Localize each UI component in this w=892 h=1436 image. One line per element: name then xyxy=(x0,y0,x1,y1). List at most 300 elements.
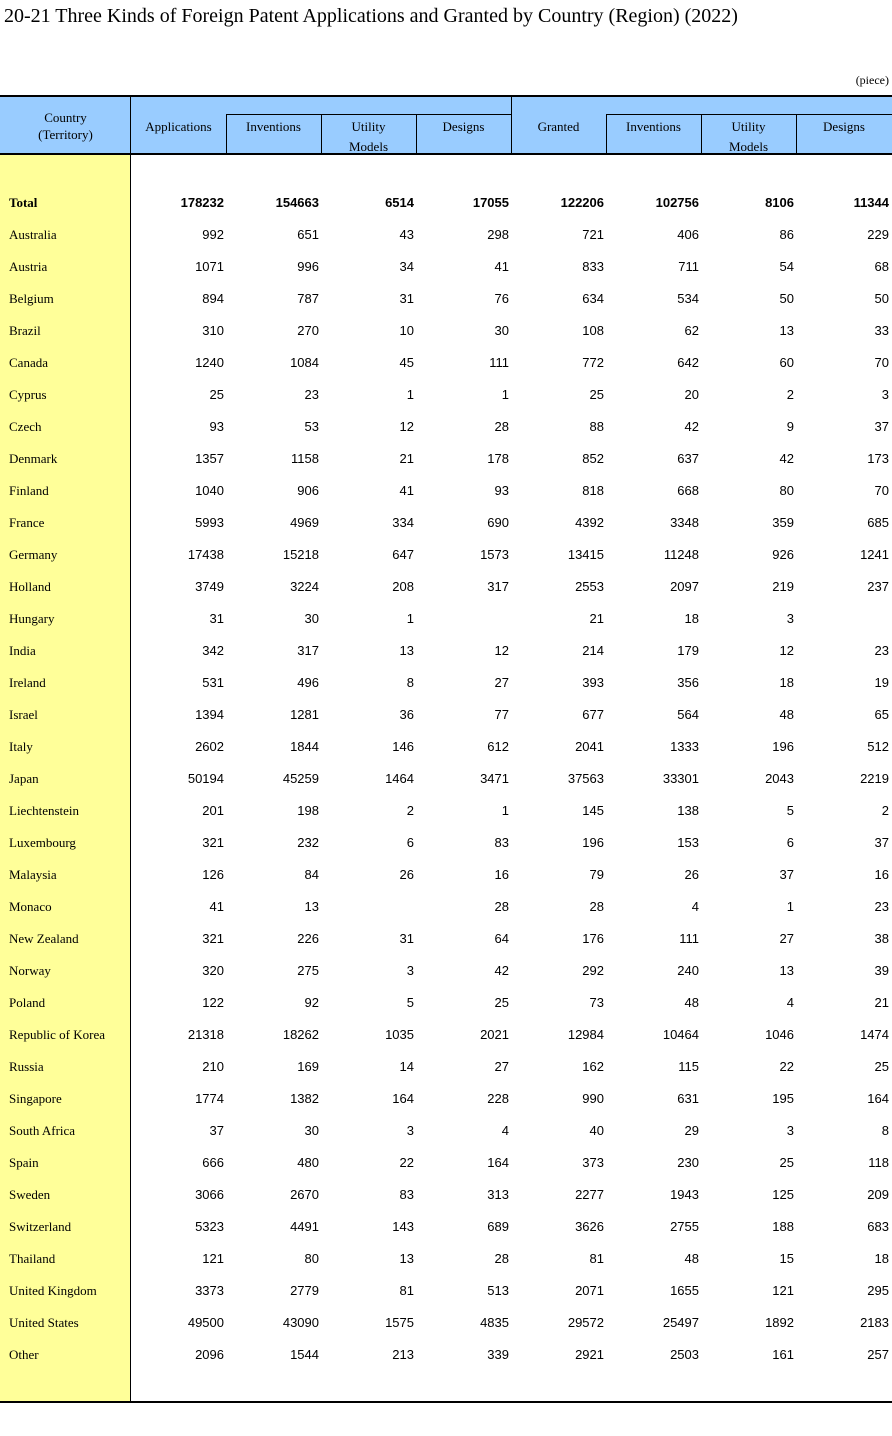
table-row xyxy=(0,699,892,731)
cell-gr-utility: 22 xyxy=(779,1059,794,1074)
table-row xyxy=(0,539,892,571)
cell-app-utility: 5 xyxy=(406,995,414,1010)
cell-gr-designs: 2 xyxy=(881,803,889,818)
cell-gr-inventions: 642 xyxy=(677,355,699,370)
table-row xyxy=(0,571,892,603)
cell-applications: 50194 xyxy=(187,771,224,786)
cell-gr-utility: 48 xyxy=(779,707,794,722)
cell-app-inventions: 906 xyxy=(297,483,319,498)
country-name: Luxembourg xyxy=(9,835,76,850)
cell-app-inventions: 30 xyxy=(304,611,319,626)
cell-applications: 93 xyxy=(209,419,224,434)
cell-applications: 210 xyxy=(202,1059,224,1074)
cell-granted: 634 xyxy=(582,291,604,306)
cell-gr-utility: 2043 xyxy=(765,771,794,786)
cell-gr-designs: 18 xyxy=(874,1251,889,1266)
cell-app-designs: 16 xyxy=(494,867,509,882)
cell-granted: 196 xyxy=(582,835,604,850)
cell-app-utility: 334 xyxy=(392,515,414,530)
cell-gr-designs: 19 xyxy=(874,675,889,690)
cell-gr-inventions: 668 xyxy=(677,483,699,498)
cell-app-designs: 42 xyxy=(494,963,509,978)
cell-app-inventions: 2670 xyxy=(290,1187,319,1202)
cell-gr-utility: 60 xyxy=(779,355,794,370)
cell-app-utility: 31 xyxy=(399,291,414,306)
cell-app-designs: 1 xyxy=(501,803,509,818)
country-name: Brazil xyxy=(9,323,41,338)
cell-app-designs: 83 xyxy=(494,835,509,850)
cell-applications: 5993 xyxy=(195,515,224,530)
cell-gr-designs: 257 xyxy=(867,1347,889,1362)
cell-app-designs: 28 xyxy=(494,1251,509,1266)
header-gr-utility-label: Utility Models xyxy=(729,119,768,154)
header-divider xyxy=(416,114,417,155)
cell-gr-inventions: 33301 xyxy=(662,771,699,786)
cell-app-designs: 25 xyxy=(494,995,509,1010)
cell-applications: 31 xyxy=(209,611,224,626)
cell-gr-designs: 685 xyxy=(867,515,889,530)
cell-granted: 40 xyxy=(589,1123,604,1138)
cell-gr-utility: 18 xyxy=(779,675,794,690)
cell-app-designs: 313 xyxy=(487,1187,509,1202)
country-name: Liechtenstein xyxy=(9,803,80,818)
cell-gr-designs: 683 xyxy=(867,1219,889,1234)
cell-gr-utility: 4 xyxy=(786,995,794,1010)
country-name: Japan xyxy=(9,771,39,786)
cell-gr-utility: 1 xyxy=(786,899,794,914)
cell-app-inventions: 154663 xyxy=(275,195,319,210)
cell-app-inventions: 43090 xyxy=(282,1315,319,1330)
cell-app-designs: 12 xyxy=(494,643,509,658)
country-name: Czech xyxy=(9,419,42,434)
cell-granted: 4392 xyxy=(575,515,604,530)
header-app-inventions-label: Inventions xyxy=(246,119,301,134)
cell-gr-designs: 3 xyxy=(881,387,889,402)
cell-gr-inventions: 631 xyxy=(677,1091,699,1106)
cell-applications: 992 xyxy=(202,227,224,242)
cell-app-utility: 22 xyxy=(399,1155,414,1170)
cell-applications: 321 xyxy=(202,835,224,850)
cell-gr-inventions: 564 xyxy=(677,707,699,722)
cell-applications: 3066 xyxy=(195,1187,224,1202)
country-name: Republic of Korea xyxy=(9,1027,106,1042)
cell-gr-designs: 1474 xyxy=(860,1027,889,1042)
cell-app-utility: 2 xyxy=(406,803,414,818)
header-country-label: Country (Territory) xyxy=(38,110,93,142)
cell-app-utility: 81 xyxy=(399,1283,414,1298)
cell-gr-designs: 70 xyxy=(874,355,889,370)
cell-granted: 79 xyxy=(589,867,604,882)
cell-app-utility: 1 xyxy=(406,611,414,626)
cell-gr-utility: 1892 xyxy=(765,1315,794,1330)
cell-gr-inventions: 2097 xyxy=(670,579,699,594)
cell-gr-designs: 8 xyxy=(881,1123,889,1138)
table-row xyxy=(0,955,892,987)
header-gr-designs xyxy=(796,117,892,173)
cell-granted: 81 xyxy=(589,1251,604,1266)
cell-applications: 310 xyxy=(202,323,224,338)
cell-app-utility: 36 xyxy=(399,707,414,722)
cell-app-designs: 76 xyxy=(494,291,509,306)
table-row xyxy=(0,1275,892,1307)
data-table xyxy=(0,95,892,1403)
cell-app-designs: 64 xyxy=(494,931,509,946)
table-row xyxy=(0,1307,892,1339)
table-row xyxy=(0,763,892,795)
cell-gr-designs: 209 xyxy=(867,1187,889,1202)
cell-app-inventions: 30 xyxy=(304,1123,319,1138)
cell-granted: 37563 xyxy=(567,771,604,786)
cell-gr-utility: 86 xyxy=(779,227,794,242)
header-divider xyxy=(796,114,797,155)
cell-app-inventions: 23 xyxy=(304,387,319,402)
cell-granted: 88 xyxy=(589,419,604,434)
cell-app-designs: 164 xyxy=(487,1155,509,1170)
country-name: Ireland xyxy=(9,675,46,690)
header-app-designs xyxy=(416,117,511,173)
cell-app-inventions: 169 xyxy=(297,1059,319,1074)
country-name: Spain xyxy=(9,1155,39,1170)
cell-app-designs: 111 xyxy=(489,355,509,370)
cell-gr-designs: 65 xyxy=(874,707,889,722)
cell-app-utility: 6 xyxy=(406,835,414,850)
table-row xyxy=(0,1083,892,1115)
cell-app-utility: 208 xyxy=(392,579,414,594)
cell-gr-designs: 164 xyxy=(867,1091,889,1106)
table-row xyxy=(0,379,892,411)
cell-granted: 162 xyxy=(582,1059,604,1074)
header-app-designs-label: Designs xyxy=(442,119,485,134)
table-row xyxy=(0,1179,892,1211)
cell-applications: 121 xyxy=(202,1251,224,1266)
table-row xyxy=(0,283,892,315)
cell-gr-inventions: 356 xyxy=(677,675,699,690)
header-gr-utility xyxy=(701,117,796,173)
cell-app-designs: 178 xyxy=(487,451,509,466)
table-row xyxy=(0,443,892,475)
cell-app-utility: 143 xyxy=(392,1219,414,1234)
cell-granted: 3626 xyxy=(575,1219,604,1234)
cell-gr-inventions: 240 xyxy=(677,963,699,978)
cell-granted: 2041 xyxy=(575,739,604,754)
header-divider xyxy=(226,114,227,155)
cell-gr-inventions: 11248 xyxy=(663,547,699,562)
country-name: Belgium xyxy=(9,291,54,306)
country-name: Canada xyxy=(9,355,48,370)
cell-app-utility: 26 xyxy=(399,867,414,882)
header-app-utility xyxy=(321,117,416,173)
cell-applications: 1240 xyxy=(195,355,224,370)
header-divider xyxy=(701,114,702,155)
country-name: Russia xyxy=(9,1059,44,1074)
cell-app-inventions: 80 xyxy=(304,1251,319,1266)
table-row xyxy=(0,635,892,667)
cell-gr-utility: 25 xyxy=(779,1155,794,1170)
cell-applications: 178232 xyxy=(180,195,224,210)
cell-gr-utility: 3 xyxy=(786,1123,794,1138)
cell-app-utility: 1035 xyxy=(385,1027,414,1042)
cell-app-inventions: 3224 xyxy=(290,579,319,594)
country-name: India xyxy=(9,643,36,658)
cell-gr-utility: 5 xyxy=(786,803,794,818)
cell-app-inventions: 2779 xyxy=(290,1283,319,1298)
country-name: Monaco xyxy=(9,899,52,914)
cell-applications: 320 xyxy=(202,963,224,978)
cell-granted: 108 xyxy=(582,323,604,338)
cell-gr-inventions: 3348 xyxy=(670,515,699,530)
cell-gr-inventions: 637 xyxy=(677,451,699,466)
cell-gr-designs: 2219 xyxy=(860,771,889,786)
cell-applications: 3373 xyxy=(195,1283,224,1298)
cell-gr-inventions: 1333 xyxy=(670,739,699,754)
cell-gr-inventions: 29 xyxy=(684,1123,699,1138)
cell-app-utility: 8 xyxy=(406,675,414,690)
cell-app-utility: 1 xyxy=(406,387,414,402)
cell-granted: 176 xyxy=(582,931,604,946)
cell-app-designs: 3471 xyxy=(480,771,509,786)
cell-gr-utility: 9 xyxy=(786,419,794,434)
cell-gr-utility: 37 xyxy=(779,867,794,882)
table-row xyxy=(0,315,892,347)
cell-applications: 1394 xyxy=(195,707,224,722)
cell-gr-utility: 50 xyxy=(779,291,794,306)
cell-app-inventions: 1084 xyxy=(290,355,319,370)
cell-gr-designs: 38 xyxy=(874,931,889,946)
country-name: United Kingdom xyxy=(9,1283,97,1298)
country-name: Cyprus xyxy=(9,387,47,402)
cell-granted: 73 xyxy=(589,995,604,1010)
total-row xyxy=(0,187,892,219)
table-row xyxy=(0,923,892,955)
cell-applications: 5323 xyxy=(195,1219,224,1234)
table-row xyxy=(0,859,892,891)
cell-granted: 2921 xyxy=(575,1347,604,1362)
cell-gr-inventions: 153 xyxy=(677,835,699,850)
cell-app-designs: 228 xyxy=(487,1091,509,1106)
cell-app-inventions: 496 xyxy=(297,675,319,690)
cell-applications: 201 xyxy=(202,803,224,818)
cell-gr-inventions: 18 xyxy=(684,611,699,626)
cell-gr-utility: 80 xyxy=(779,483,794,498)
country-name: Germany xyxy=(9,547,58,562)
cell-granted: 2553 xyxy=(575,579,604,594)
cell-gr-utility: 196 xyxy=(772,739,794,754)
cell-gr-inventions: 2503 xyxy=(670,1347,699,1362)
cell-app-utility: 213 xyxy=(392,1347,414,1362)
country-name: United States xyxy=(9,1315,79,1330)
cell-app-designs: 1573 xyxy=(480,547,509,562)
header-divider xyxy=(321,114,322,155)
cell-app-utility: 13 xyxy=(399,1251,414,1266)
cell-app-inventions: 15218 xyxy=(282,547,319,562)
cell-app-designs: 30 xyxy=(494,323,509,338)
cell-gr-inventions: 26 xyxy=(684,867,699,882)
cell-app-inventions: 1382 xyxy=(290,1091,319,1106)
cell-applications: 2096 xyxy=(195,1347,224,1362)
cell-gr-designs: 512 xyxy=(867,739,889,754)
cell-app-designs: 4 xyxy=(501,1123,509,1138)
country-name: Norway xyxy=(9,963,51,978)
cell-app-utility: 10 xyxy=(399,323,414,338)
cell-gr-utility: 926 xyxy=(772,547,794,562)
cell-app-utility: 83 xyxy=(399,1187,414,1202)
cell-gr-inventions: 2755 xyxy=(670,1219,699,1234)
cell-app-designs: 77 xyxy=(494,707,509,722)
cell-gr-inventions: 138 xyxy=(677,803,699,818)
cell-gr-designs: 68 xyxy=(874,259,889,274)
cell-app-utility: 3 xyxy=(406,963,414,978)
cell-granted: 145 xyxy=(582,803,604,818)
cell-app-designs: 1 xyxy=(501,387,509,402)
cell-gr-designs: 1241 xyxy=(860,547,889,562)
cell-applications: 2602 xyxy=(195,739,224,754)
cell-app-inventions: 226 xyxy=(297,931,319,946)
cell-applications: 21318 xyxy=(187,1027,224,1042)
header-divider xyxy=(606,114,892,115)
cell-applications: 37 xyxy=(209,1123,224,1138)
country-name: Other xyxy=(9,1347,39,1362)
cell-app-utility: 34 xyxy=(399,259,414,274)
cell-app-inventions: 480 xyxy=(297,1155,319,1170)
cell-granted: 721 xyxy=(582,227,604,242)
cell-applications: 3749 xyxy=(195,579,224,594)
country-name: Sweden xyxy=(9,1187,51,1202)
table-row xyxy=(0,1243,892,1275)
cell-granted: 21 xyxy=(589,611,604,626)
cell-applications: 1040 xyxy=(195,483,224,498)
cell-gr-utility: 188 xyxy=(772,1219,794,1234)
cell-gr-utility: 6 xyxy=(786,835,794,850)
cell-gr-utility: 195 xyxy=(772,1091,794,1106)
cell-gr-designs: 16 xyxy=(874,867,889,882)
cell-granted: 13415 xyxy=(567,547,604,562)
cell-app-inventions: 232 xyxy=(297,835,319,850)
cell-app-inventions: 18262 xyxy=(282,1027,319,1042)
cell-app-designs: 27 xyxy=(494,1059,509,1074)
cell-app-designs: 298 xyxy=(487,227,509,242)
cell-app-designs: 513 xyxy=(487,1283,509,1298)
cell-applications: 41 xyxy=(209,899,224,914)
cell-gr-inventions: 711 xyxy=(678,259,699,274)
cell-gr-inventions: 534 xyxy=(677,291,699,306)
header-divider xyxy=(226,114,511,115)
header-applications-label: Applications xyxy=(145,119,212,134)
cell-gr-utility: 54 xyxy=(779,259,794,274)
cell-gr-inventions: 10464 xyxy=(662,1027,699,1042)
table-row xyxy=(0,475,892,507)
cell-app-inventions: 275 xyxy=(297,963,319,978)
cell-app-utility: 6514 xyxy=(385,195,414,210)
cell-gr-inventions: 406 xyxy=(677,227,699,242)
header-granted-label: Granted xyxy=(537,119,580,134)
cell-gr-designs: 229 xyxy=(867,227,889,242)
country-name: Malaysia xyxy=(9,867,57,882)
table-row xyxy=(0,987,892,1019)
cell-app-designs: 612 xyxy=(487,739,509,754)
cell-granted: 772 xyxy=(582,355,604,370)
country-name: Total xyxy=(9,195,38,210)
header-granted xyxy=(511,117,606,173)
cell-app-designs: 317 xyxy=(487,579,509,594)
country-name: Holland xyxy=(9,579,51,594)
table-row xyxy=(0,891,892,923)
cell-granted: 28 xyxy=(589,899,604,914)
cell-applications: 126 xyxy=(202,867,224,882)
cell-app-utility: 146 xyxy=(392,739,414,754)
cell-gr-utility: 13 xyxy=(779,323,794,338)
cell-gr-inventions: 1655 xyxy=(670,1283,699,1298)
cell-gr-inventions: 102756 xyxy=(655,195,699,210)
cell-gr-utility: 42 xyxy=(779,451,794,466)
country-name: Thailand xyxy=(9,1251,56,1266)
cell-app-utility: 164 xyxy=(392,1091,414,1106)
cell-granted: 214 xyxy=(582,643,604,658)
cell-app-inventions: 1844 xyxy=(290,739,319,754)
cell-app-inventions: 45259 xyxy=(282,771,319,786)
cell-gr-inventions: 230 xyxy=(677,1155,699,1170)
cell-gr-designs: 2183 xyxy=(860,1315,889,1330)
cell-applications: 1357 xyxy=(195,451,224,466)
table-row xyxy=(0,1211,892,1243)
header-gr-inventions xyxy=(606,117,701,173)
cell-app-designs: 41 xyxy=(494,259,509,274)
cell-app-designs: 28 xyxy=(494,419,509,434)
cell-app-inventions: 787 xyxy=(297,291,319,306)
table-row xyxy=(0,1019,892,1051)
cell-app-inventions: 84 xyxy=(304,867,319,882)
cell-granted: 25 xyxy=(589,387,604,402)
cell-gr-designs: 11344 xyxy=(853,195,889,210)
table-header xyxy=(0,95,892,155)
cell-applications: 666 xyxy=(202,1155,224,1170)
country-name: Australia xyxy=(9,227,57,242)
cell-app-designs: 339 xyxy=(487,1347,509,1362)
unit-label: (piece) xyxy=(855,73,889,87)
cell-gr-designs: 23 xyxy=(874,643,889,658)
cell-app-inventions: 996 xyxy=(297,259,319,274)
cell-granted: 852 xyxy=(582,451,604,466)
cell-applications: 321 xyxy=(202,931,224,946)
cell-gr-utility: 359 xyxy=(772,515,794,530)
cell-app-designs: 4835 xyxy=(480,1315,509,1330)
cell-app-designs: 28 xyxy=(494,899,509,914)
cell-app-inventions: 270 xyxy=(297,323,319,338)
cell-granted: 818 xyxy=(582,483,604,498)
cell-applications: 25 xyxy=(209,387,224,402)
cell-app-utility: 45 xyxy=(399,355,414,370)
header-divider xyxy=(511,97,512,155)
cell-gr-inventions: 1943 xyxy=(670,1187,699,1202)
header-gr-inventions-label: Inventions xyxy=(626,119,681,134)
cell-app-inventions: 317 xyxy=(297,643,319,658)
header-app-utility-label: Utility Models xyxy=(349,119,388,154)
cell-app-utility: 31 xyxy=(399,931,414,946)
cell-applications: 1071 xyxy=(195,259,224,274)
cell-app-utility: 41 xyxy=(399,483,414,498)
cell-granted: 2277 xyxy=(575,1187,604,1202)
table-row xyxy=(0,251,892,283)
cell-granted: 2071 xyxy=(575,1283,604,1298)
cell-gr-utility: 161 xyxy=(772,1347,794,1362)
cell-granted: 373 xyxy=(582,1155,604,1170)
cell-app-utility: 647 xyxy=(392,547,414,562)
cell-app-designs: 2021 xyxy=(480,1027,509,1042)
cell-granted: 12984 xyxy=(567,1027,604,1042)
cell-gr-utility: 121 xyxy=(772,1283,794,1298)
country-name: Denmark xyxy=(9,451,58,466)
cell-app-inventions: 1544 xyxy=(290,1347,319,1362)
cell-granted: 677 xyxy=(582,707,604,722)
